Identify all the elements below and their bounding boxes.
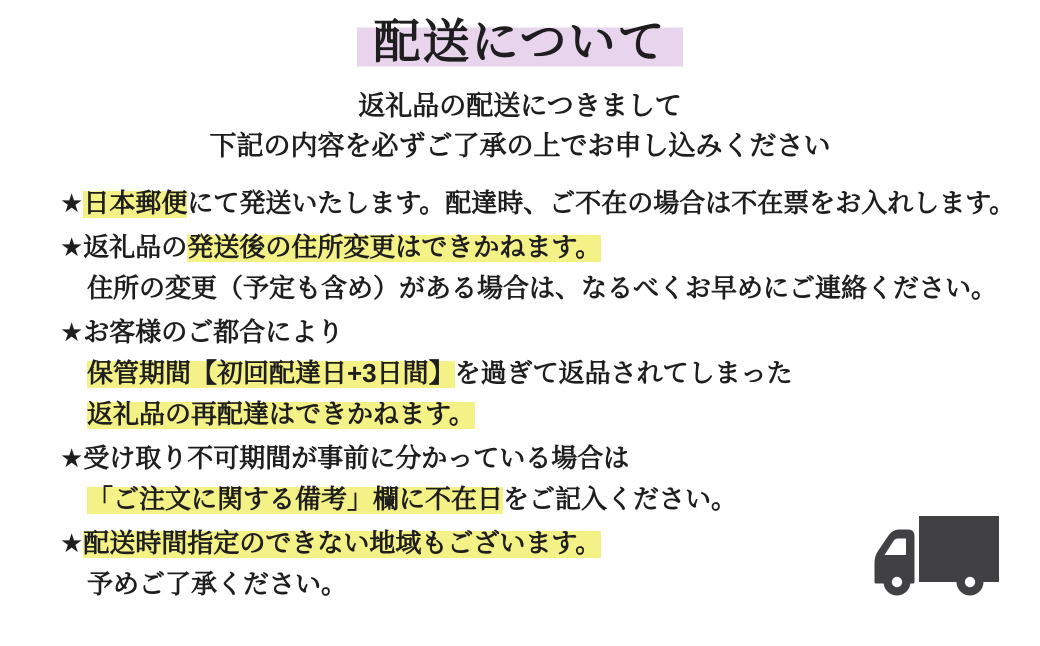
highlighted-text-segment: 発送後の住所変更はできかねます。 [187,232,602,262]
notice-group [60,183,1036,224]
notice-header [0,0,1040,166]
text-segment: ★ [60,528,84,558]
subtitle-line-2: 下記の内容を必ずご了承の上でお申し込みください [209,131,831,161]
text-segment: をご記入ください。 [503,484,738,514]
subtitle-line-1: 返礼品の配送につきまして [358,91,682,121]
page-title-row [0,12,1040,72]
notice-line [60,268,1036,309]
page-title: 配送について [357,15,682,68]
highlighted-text-segment: 「ご注文に関する備考」欄に不在日 [87,484,504,514]
text-segment: ★返礼品の [60,232,188,262]
notice-line [60,353,1036,394]
truck-icon [867,510,1002,602]
text-segment: にて発送いたします。配達時、ご不在の場合は不在票をお入れします。 [187,188,1016,218]
notice-group [60,438,1036,520]
highlighted-text-segment: 保管期間【初回配達日+3日間】 [87,358,455,388]
notice-line [60,394,1036,435]
text-segment: ★ [60,188,84,218]
text-segment: ★お客様のご都合により [60,317,344,347]
highlighted-text-segment: 配送時間指定のできない地域もございます。 [83,528,602,558]
notice-group [60,227,1036,309]
highlighted-text-segment: 日本郵便 [83,188,188,218]
text-segment: 予めご了承ください。 [87,569,348,599]
text-segment: 住所の変更（予定も含め）がある場合は、なるべくお早めにご連絡ください。 [87,273,998,303]
text-segment: を過ぎて返品されてしまった [454,358,793,388]
highlighted-text-segment: 返礼品の再配達はできかねます。 [87,399,475,429]
notice-line [60,227,1036,268]
text-segment: ★受け取り不可期間が事前に分かっている場合は [60,443,630,473]
notice-line [60,183,1036,224]
notice-line [60,438,1036,479]
notice-line [60,312,1036,353]
notice-group [60,312,1036,435]
